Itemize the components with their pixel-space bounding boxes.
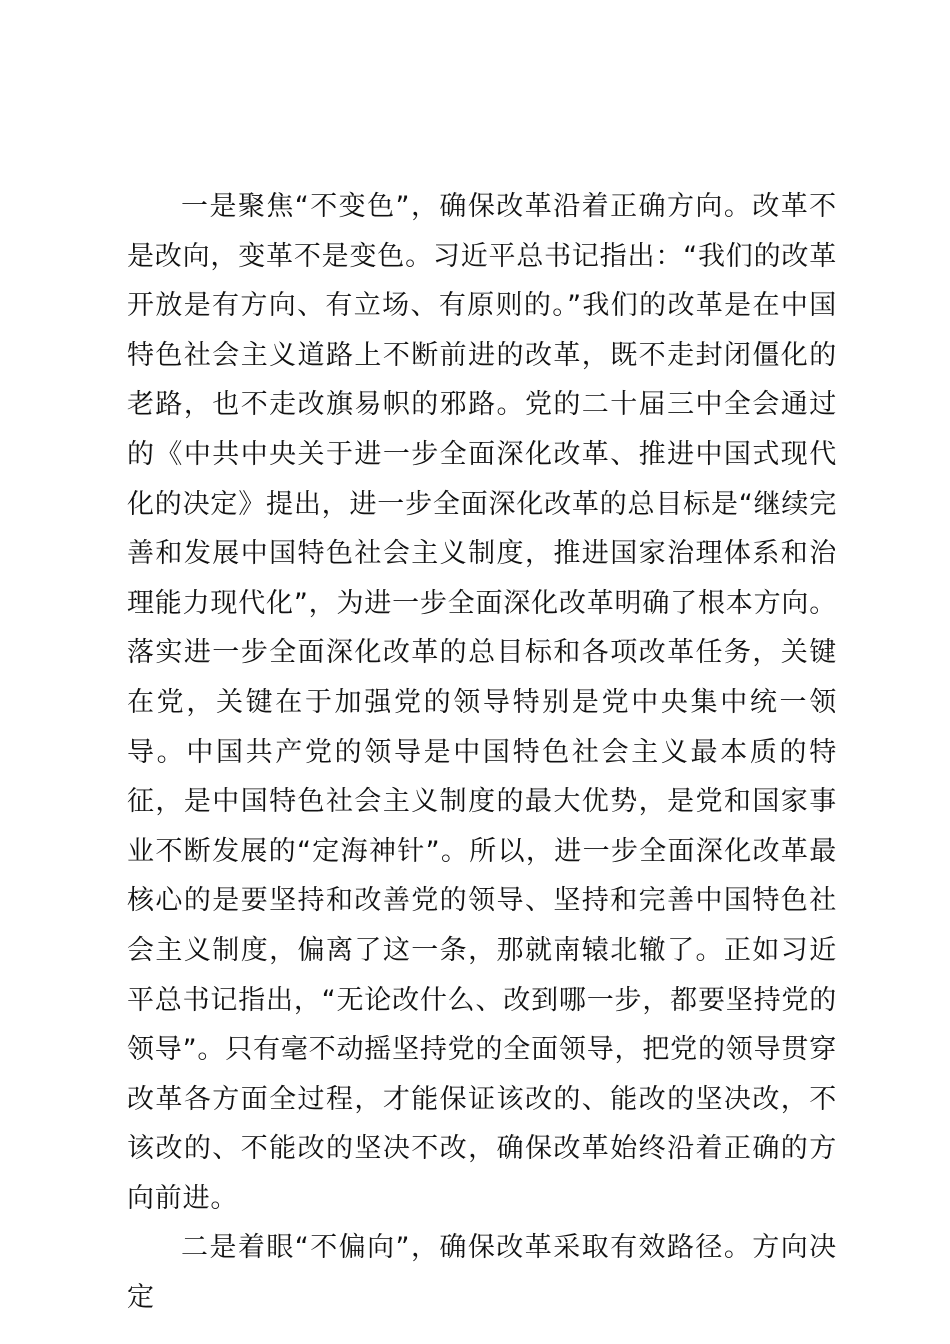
document-body (127, 182, 837, 1323)
paragraph-1: 一是聚焦“不变色”，确保改革沿着正确方向。改革不是改向，变革不是变色。习近平总书记指出：“我们的改革开放是有方向、有立场、有原则的。”我们的改革是在中国特色社会主义道路上不断前进的改革，既不走封闭僵化的老路，也不走改旗易帜的邪路。党的二十届三中全会通过的《中共中央关于进一步全面深化改革、推进中国式现代化的决定》提出，进一步全面深化改革的总目标是“继续完善和发展中国特色社会主义制度，推进国家治理体系和治理能力现代化”，为进一步全面深化改革明确了根本方向。落实进一步全面深化改革的总目标和各项改革任务，关键在党，关键在于加强党的领导特别是党中央集中统一领导。中国共产党的领导是中国特色社会主义最本质的特征，是中国特色社会主义制度的最大优势，是党和国家事业不断发展的“定海神针”。所以，进一步全面深化改革最核心的是要坚持和改善党的领导、坚持和完善中国特色社会主义制度，偏离了这一条，那就南辕北辙了。正如习近平总书记指出，“无论改什么、改到哪一步，都要坚持党的领导”。只有毫不动摇坚持党的全面领导，把党的领导贯穿改革各方面全过程，才能保证该改的、能改的坚决改，不该改的、不能改的坚决不改，确保改革始终沿着正确的方向前进。 (127, 191, 837, 1214)
paragraph-2: 二是着眼“不偏向”，确保改革采取有效路径。方向决定 (127, 1232, 837, 1314)
